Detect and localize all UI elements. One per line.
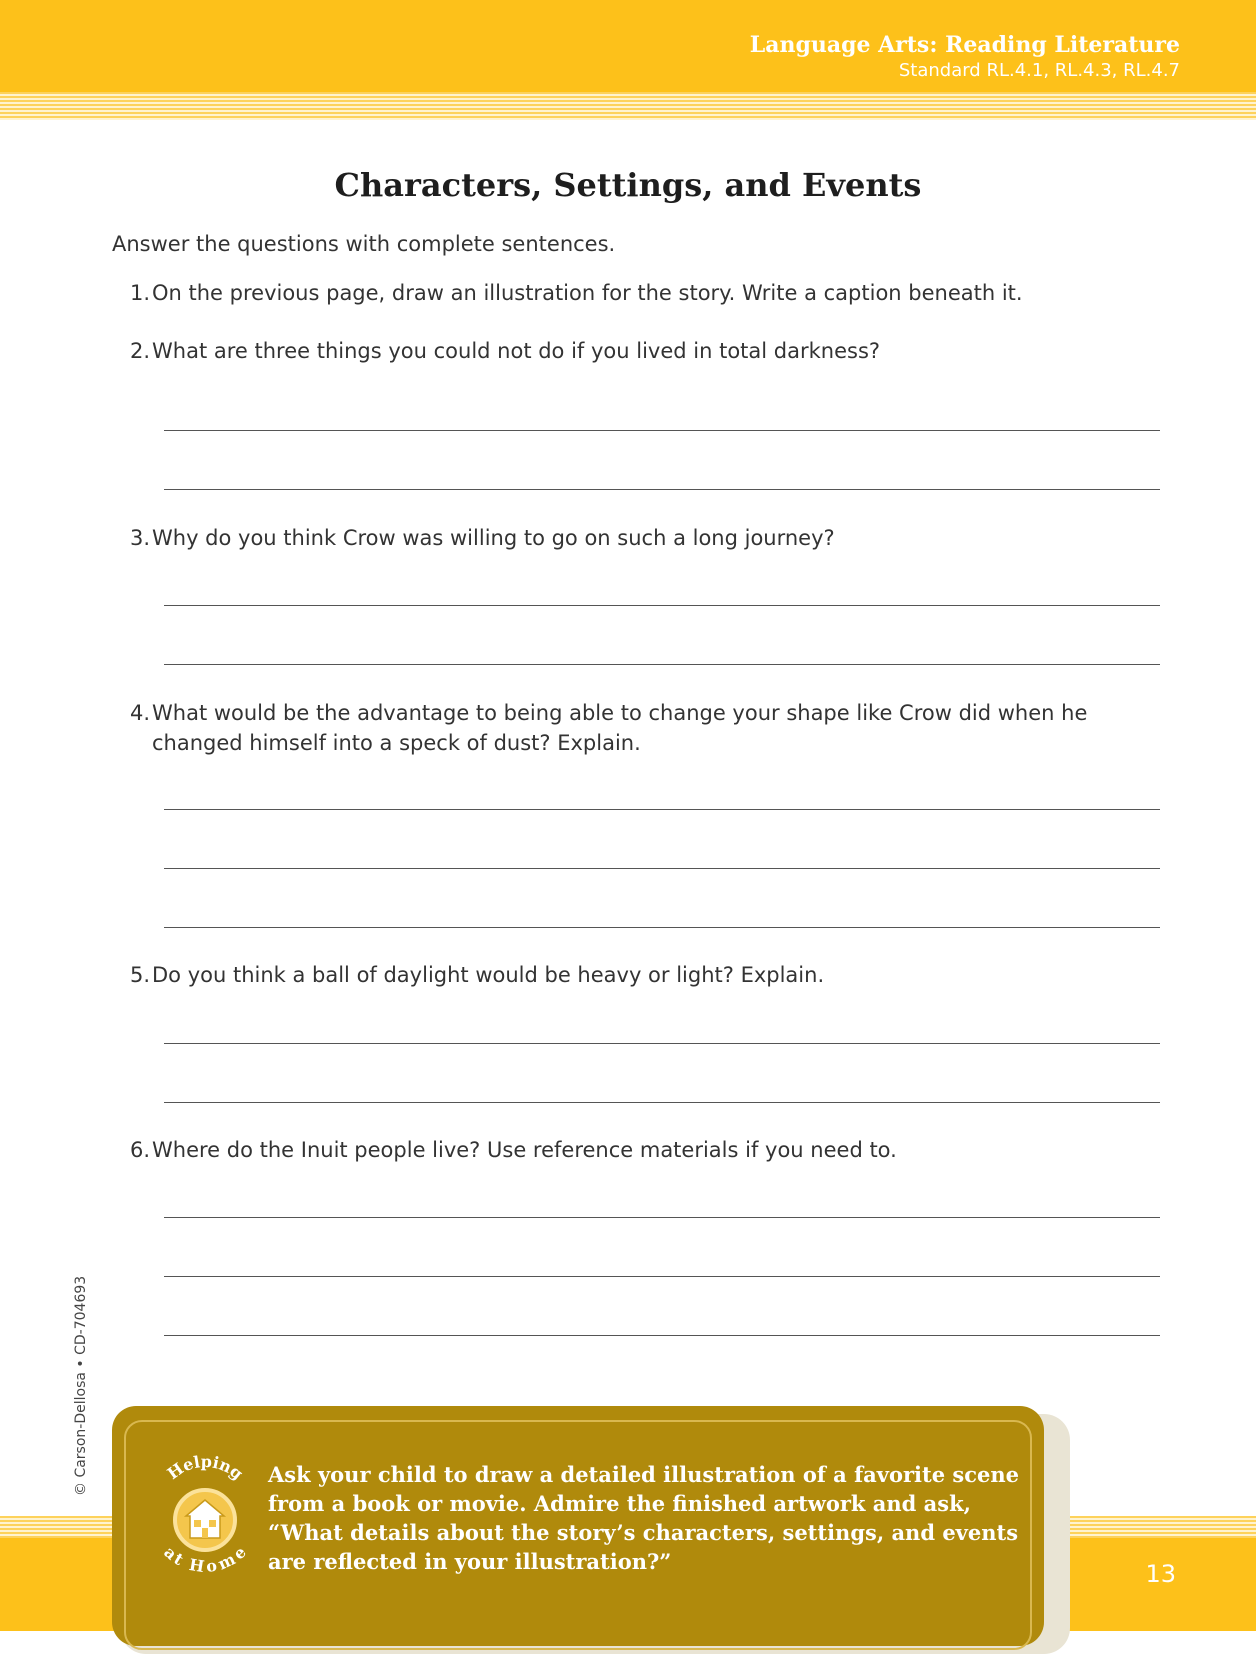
question-3 — [124, 523, 835, 553]
question-text: Where do the Inuit people live? Use reference materials if you need to. — [152, 1138, 897, 1162]
answer-line[interactable] — [164, 1335, 1160, 1336]
badge-bottom-label: at Home — [160, 1542, 250, 1577]
answer-line[interactable] — [164, 1102, 1160, 1103]
question-text: Do you think a ball of daylight would be heavy or light? Explain. — [152, 963, 825, 987]
question-number: 3. — [129, 526, 150, 550]
instructions: Answer the questions with complete sentences. — [112, 232, 616, 256]
answer-line[interactable] — [164, 1217, 1160, 1218]
question-number: 2. — [129, 339, 150, 363]
question-text: What would be the advantage to being able to change your shape like Crow did when he — [152, 701, 1088, 725]
question-number: 1. — [129, 281, 150, 305]
standard-label: Standard RL.4.1, RL.4.3, RL.4.7 — [898, 60, 1180, 81]
subject-heading: Language Arts: Reading Literature — [749, 32, 1180, 58]
question-number: 5. — [129, 963, 150, 987]
page-number: 13 — [1145, 1560, 1176, 1588]
copyright-credit: © Carson-Dellosa • CD-704693 — [73, 1275, 89, 1496]
badge-top-label: Helping — [163, 1451, 247, 1484]
question-number: 4. — [129, 701, 150, 725]
question-text: On the previous page, draw an illustration for the story. Write a caption beneath it. — [152, 281, 1023, 305]
tip-text: Ask your child to draw a detailed illustration of a favorite scene from a book or movie. Admire the finished artwork and ask, “What details about the story’s characters, settings, and events are reflected in your illustration?” — [268, 1462, 1019, 1574]
answer-line[interactable] — [164, 1276, 1160, 1277]
answer-line[interactable] — [164, 868, 1160, 869]
answer-line[interactable] — [164, 927, 1160, 928]
question-1 — [124, 278, 1023, 308]
question-text: What are three things you could not do if you lived in total darkness? — [152, 339, 881, 363]
answer-line[interactable] — [164, 664, 1160, 665]
answer-line[interactable] — [164, 1043, 1160, 1044]
answer-line[interactable] — [164, 489, 1160, 490]
question-2 — [124, 336, 880, 366]
question-text-continued: changed himself into a speck of dust? Explain. — [152, 731, 641, 755]
answer-line[interactable] — [164, 809, 1160, 810]
page-title: Characters, Settings, and Events — [334, 166, 922, 204]
top-header-stripe — [0, 92, 1256, 120]
question-number: 6. — [129, 1138, 150, 1162]
question-5 — [124, 960, 824, 990]
question-6 — [124, 1135, 897, 1165]
helping-at-home-badge — [150, 1450, 260, 1580]
question-4 — [124, 698, 1087, 758]
question-text: Why do you think Crow was willing to go on such a long journey? — [152, 526, 835, 550]
answer-line[interactable] — [164, 605, 1160, 606]
answer-line[interactable] — [164, 430, 1160, 431]
